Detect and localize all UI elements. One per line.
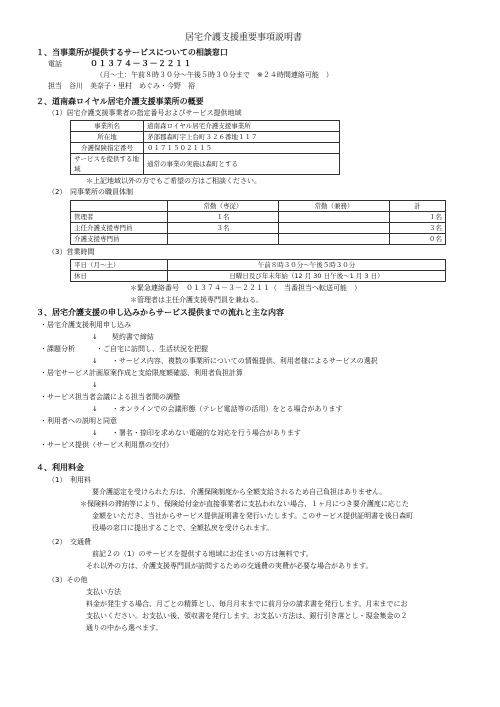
flow-line: ・サービス提供（サービス利用票の交付）: [40, 441, 173, 449]
table-row: [71, 234, 446, 245]
table-cell: 道南森ロイヤル居宅介護支援事業所: [144, 121, 340, 132]
fee-text: 要介護認定を受けられた方は、介護保険制度から全額支給されるため自己負担はありません。: [92, 488, 387, 496]
table-cell: 平日（月～土）: [71, 260, 168, 271]
section-2-sub2: （2） 同事業所の職員体制: [48, 188, 133, 196]
table-cell: 主任介護支援専門員: [71, 223, 168, 234]
section-4-heading: ４、利用料金: [36, 463, 84, 472]
flow-line: ↓ 契約書で締結: [92, 333, 154, 341]
table-cell: 休日: [71, 271, 168, 282]
payment-text: 料金が発生する場合、月ごとの精算とし、毎月月末までに前月分の請求書を発行します。月末までにお: [86, 600, 408, 608]
table-cell: １名: [168, 212, 279, 223]
section-2-sub1: （1）居宅介護支援事業者の指定番号およびサービス提供地域: [48, 109, 242, 117]
phone-hours: （月～土：午前８時３０分～午後５時３０分まで ※２４時間連絡可能 ）: [96, 71, 333, 79]
flow-line: ↓ ・オンラインでの会議形態（テレビ電話等の活用）をとる場合があります: [92, 405, 343, 413]
table-row: [71, 143, 340, 154]
payment-method-label: 支払い方法: [86, 588, 121, 596]
table-cell: 介護支援専門員: [71, 234, 168, 245]
flow-line: ・課題分析 ・ご自宅に訪問し、生活状況を把握: [40, 345, 208, 353]
table-row: [71, 271, 446, 282]
table-row: [71, 260, 446, 271]
table-cell: 計: [390, 201, 446, 212]
table-cell: 日曜日及び年末年始（12 月 30 日午後～1 月 3 日）: [168, 271, 446, 282]
table-cell: ０１７１５０２１１５: [144, 143, 340, 154]
phone-label: 電話: [48, 60, 62, 68]
table-row: [71, 132, 340, 143]
flow-line: ↓ ・サービス内容、複数の事業所についての情報提供、利用者様によるサービスの選択: [92, 357, 378, 365]
table-cell: [168, 234, 279, 245]
table-cell: ３名: [390, 223, 446, 234]
flow-line: ・居宅介護支援利用申し込み: [40, 321, 131, 329]
table-cell: 事業所名: [71, 121, 144, 132]
table-cell: 常勤（兼務）: [279, 201, 390, 212]
section-3-heading: ３、居宅介護支援の申し込みからサービス提供までの流れと主な内容: [36, 308, 284, 317]
office-info-table: [70, 120, 340, 175]
table-cell: ０名: [390, 234, 446, 245]
flow-line: ↓: [92, 381, 98, 389]
flow-line: ↓ ・署名・捺印を求めない電磁的な対応を行う場合があります: [92, 429, 301, 437]
area-note: ＊上記地域以外の方でもご希望の方はご相談ください。: [86, 177, 261, 185]
section-2-sub3: （3）営業時間: [48, 248, 95, 256]
fee-note-line: 金額をいただき、当社からサービス提供証明書を発行いたします。このサービス提供証明書を後日森町: [92, 512, 414, 520]
table-cell: サービスを提供する地域: [71, 154, 144, 175]
manager-note: ＊管理者は主任介護支援専門員を兼ねる。: [130, 296, 263, 304]
table-row: [71, 121, 340, 132]
travel-text: それ以外の方は、介護支援専門員が訪問するための交通費の実費が必要な場合があります。: [86, 562, 373, 570]
table-cell: 管理者: [71, 212, 168, 223]
flow-line: ・サービス担当者会議による担当者間の調整: [40, 393, 180, 401]
flow-line: ・居宅サービス計画原案作成と支給限度額確認、利用者負担計算: [40, 369, 243, 377]
travel-text: 前記２の（1）のサービスを提供する地域にお住まいの方は無料です。: [92, 550, 313, 558]
table-cell: 通常の事業の実施は森町とする: [144, 154, 340, 175]
table-row: [71, 201, 446, 212]
staff-names: 担当 谷川 美奈子・里村 めぐみ・今野 裕: [48, 82, 195, 90]
table-cell: 介護保険指定番号: [71, 143, 144, 154]
phone-number: ０１３７４－３－２２１１: [90, 59, 192, 68]
fee-sub1: （1） 利用料: [48, 476, 91, 484]
section-2-heading: ２、道南森ロイヤル居宅介護支援事業所の概要: [36, 97, 204, 106]
hours-table: [70, 259, 446, 282]
fee-sub3: （3）その他: [48, 576, 88, 584]
table-cell: [279, 223, 390, 234]
table-row: [71, 154, 340, 175]
section-1-heading: １、当事業所が提供するサービスについての相談窓口: [36, 48, 228, 57]
table-cell: [71, 201, 168, 212]
payment-text: 支払いください。お支払い後、領収書を発行します。お支払い方法は、銀行引き落とし・現金集金の２: [86, 612, 408, 620]
fee-note-line: 役場の窓口に提出することで、全額払戻を受けられます。: [92, 524, 274, 532]
fee-sub2: （2） 交通費: [48, 538, 91, 546]
table-cell: [279, 234, 390, 245]
page-title: 居宅介護支援重要事項説明書: [185, 33, 303, 43]
fee-note-line: ＊保険料の滞納等により、保険給付金が直接事業者に支払われない場合、１ヶ月につき要介護度に応じた: [80, 500, 409, 508]
table-cell: 所在地: [71, 132, 144, 143]
table-cell: [279, 212, 390, 223]
table-cell: 午前８時３０分～午後５時３０分: [168, 260, 446, 271]
table-row: [71, 212, 446, 223]
table-cell: １名: [390, 212, 446, 223]
table-cell: ３名: [168, 223, 279, 234]
table-row: [71, 223, 446, 234]
table-cell: 茅部郡森町字上台町３２６番地１１７: [144, 132, 340, 143]
flow-line: ・利用者への説明と同意: [40, 417, 117, 425]
payment-text: 通りの中から選べます。: [86, 624, 163, 632]
staff-table: [70, 200, 446, 245]
table-cell: 常勤（専従）: [168, 201, 279, 212]
emergency-note: ＊緊急連絡番号 ０１３７４－３－２２１１（ 当番担当へ転送可能 ）: [130, 284, 361, 292]
